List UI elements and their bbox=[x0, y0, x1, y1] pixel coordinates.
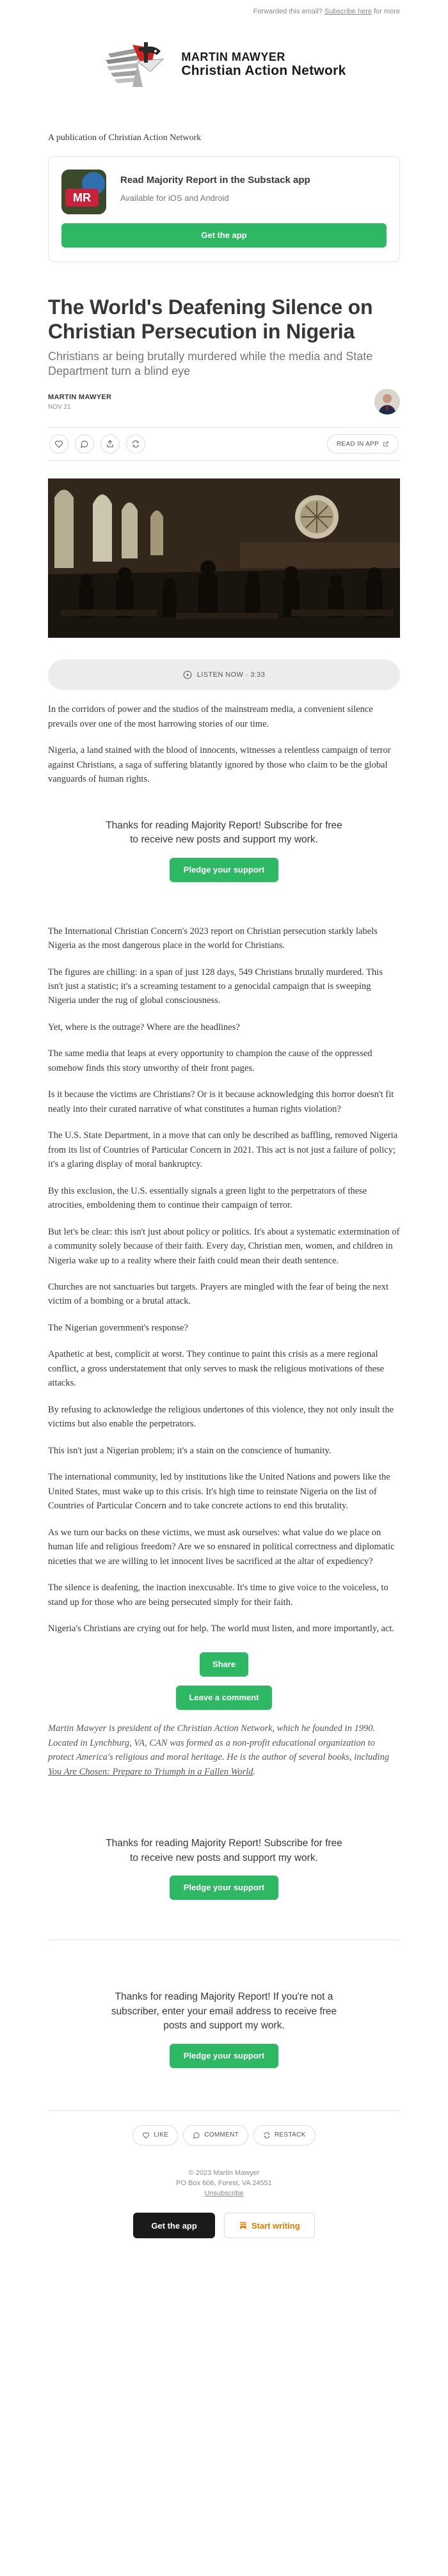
subscribe-cta-bottom bbox=[48, 1837, 400, 1900]
post-title[interactable]: The World's Deafening Silence on Christian Persecution in Nigeria bbox=[48, 296, 373, 343]
footer-restack-button[interactable]: RESTACK bbox=[253, 2125, 316, 2145]
article-body-intro bbox=[48, 702, 400, 786]
paragraph: Yet, where is the outrage? Where are the headlines? bbox=[48, 1022, 240, 1032]
publication-logo[interactable] bbox=[0, 23, 448, 106]
pledge-support-button[interactable]: Pledge your support bbox=[170, 858, 278, 882]
paragraph: The silence is deafening, the inaction inexcusable. It's time to give voice to the voiceless, to stand up for those who are being persecuted simply for their faith. bbox=[48, 1583, 388, 1608]
subscribe-cta-text: Thanks for reading Majority Report! Subscribe for free to receive new posts and support my work. bbox=[106, 1838, 342, 1863]
share-button[interactable] bbox=[100, 434, 120, 454]
paragraph: The international community, led by institutions like the United Nations and powers like the United States, must wake up to this crisis. It's high time to reinstate Nigeria on the list of Countries of Particular Concern and to take concrete actions to end this brutality. bbox=[48, 1472, 390, 1512]
footer-comment-button[interactable]: COMMENT bbox=[183, 2125, 248, 2145]
like-button[interactable] bbox=[49, 434, 68, 454]
article-body-main bbox=[48, 924, 400, 1636]
author-name[interactable]: MARTIN MAWYER bbox=[48, 393, 112, 401]
eagle-cross-logo-icon bbox=[102, 29, 172, 100]
paragraph: In the corridors of power and the studios of the mainstream media, a convenient silence prevails over one of the most harrowing stories of our time. bbox=[48, 704, 373, 729]
logo-wordmark: MARTIN MAWYER Christian Action Network bbox=[181, 50, 346, 79]
author-bio: Martin Mawyer is president of the Christian Action Network, which he founded in 1990. Located in Lynchburg, VA, CAN was formed as a non-profit educational organization to protect America's religious and moral heritage. He is the author of several books, including You Are Chosen: Prepare to Triumph in a Fallen World. bbox=[48, 1723, 389, 1777]
post-action-bar bbox=[48, 427, 400, 461]
restack-icon bbox=[131, 439, 140, 448]
mailing-address: PO Box 606, Forest, VA 24551 bbox=[176, 2179, 272, 2187]
leave-comment-button[interactable]: Leave a comment bbox=[176, 1686, 271, 1710]
paragraph: Nigeria's Christians are crying out for help. The world must listen, and more importantly, act. bbox=[48, 1623, 395, 1634]
svg-text:MR: MR bbox=[73, 191, 91, 204]
subscribe-here-link[interactable]: Subscribe here bbox=[324, 8, 372, 15]
post-date: NOV 21 bbox=[48, 403, 71, 411]
paragraph: The International Christian Concern's 2023 report on Christian persecution starkly labels Nigeria as the most dangerous place in the world for Christians. bbox=[48, 926, 378, 951]
post-byline bbox=[48, 389, 400, 415]
paragraph: Churches are not sanctuaries but targets. Prayers are mingled with the fear of being the next victim of a bombing or a brutal attack. bbox=[48, 1282, 389, 1307]
paragraph: The figures are chilling: in a span of just 128 days, 549 Christians brutally murdered. This isn't just a statistic; it's a screaming testament to a genocidal campaign that is sweeping Nigeria under the rug of global consciousness. bbox=[48, 967, 383, 1006]
app-promo-title: Read Majority Report in the Substack app bbox=[120, 175, 310, 186]
post-subtitle: Christians ar being brutally murdered while the media and State Department turn a blind eye bbox=[48, 349, 373, 377]
pledge-support-button[interactable]: Pledge your support bbox=[170, 2044, 278, 2068]
share-area bbox=[48, 1652, 400, 1710]
unsubscribe-link[interactable]: Unsubscribe bbox=[204, 2189, 244, 2197]
pledge-support-button[interactable]: Pledge your support bbox=[170, 1876, 278, 1900]
restack-icon bbox=[263, 2131, 271, 2139]
restack-button[interactable] bbox=[126, 434, 145, 454]
app-promo-subtitle: Available for iOS and Android bbox=[120, 193, 229, 203]
subscribe-cta bbox=[48, 819, 400, 882]
paragraph: As we turn our backs on these victims, we must ask ourselves: what value do we place on human life and religious freedom? Are we so ensnared in political correctness and diplomatic niceties that we are willing to let innocent lives be sacrificed at the altar of expediency? bbox=[48, 1527, 395, 1567]
share-icon bbox=[106, 439, 115, 448]
subscribe-cta-text: Thanks for reading Majority Report! Subscribe for free to receive new posts and support my work. bbox=[106, 819, 342, 846]
comment-button[interactable] bbox=[75, 434, 94, 454]
heart-icon bbox=[142, 2131, 150, 2139]
paragraph: Is it because the victims are Christians? Or is it because acknowledging this horror doesn't fit neatly into their curated narrative of what constitutes a human rights violation? bbox=[48, 1089, 394, 1114]
external-link-icon bbox=[383, 441, 389, 447]
forwarded-notice: Forwarded this email? Subscribe here for more bbox=[253, 8, 400, 15]
listen-now-button[interactable]: LISTEN NOW · 3:33 bbox=[48, 660, 400, 690]
paragraph: This isn't just a Nigerian problem; it's a stain on the conscience of humanity. bbox=[48, 1445, 332, 1456]
section-divider bbox=[48, 2110, 400, 2111]
heart-icon bbox=[54, 439, 63, 448]
paragraph: Apathetic at best, complicit at worst. They continue to paint this crisis as a mere regional conflict, a gross understatement that only serves to mask the religious motivations of these attacks. bbox=[48, 1349, 385, 1389]
paragraph: By this exclusion, the U.S. essentially signals a green light to the perpetrators of these atrocities, emboldening them to continue their campaign of terror. bbox=[48, 1185, 367, 1211]
share-post-button[interactable]: Share bbox=[200, 1652, 248, 1677]
start-writing-button[interactable]: Start writing bbox=[224, 2213, 315, 2238]
app-promo-card bbox=[48, 156, 400, 262]
footer-like-button[interactable]: LIKE bbox=[132, 2125, 178, 2145]
paragraph: Nigeria, a land stained with the blood of innocents, witnesses a relentless campaign of terror against Christians, a saga of suffering blatantly ignored by those who claim to be the global vanguards of human rights. bbox=[48, 745, 391, 785]
copyright-text: © 2023 Martin Mawyer bbox=[188, 2169, 260, 2177]
substack-logo-icon bbox=[239, 2221, 248, 2230]
paragraph: The same media that leaps at every opportunity to champion the cause of the oppressed somehow finds this story unworthy of their front pages. bbox=[48, 1048, 372, 1073]
footer-get-app-button[interactable]: Get the app bbox=[133, 2213, 215, 2238]
comment-bubble-icon bbox=[80, 439, 89, 448]
paragraph: By refusing to acknowledge the religious undertones of this violence, they not only insult the victims but also enable the perpetrators. bbox=[48, 1404, 394, 1430]
paragraph: The Nigerian government's response? bbox=[48, 1322, 188, 1333]
book-title-link[interactable]: You Are Chosen: Prepare to Triumph in a Fallen World bbox=[48, 1766, 253, 1777]
footer-info bbox=[48, 2169, 400, 2199]
paragraph: But let's be clear: this isn't just about policy or politics. It's about a systematic extermination of a community solely because of their faith. Every day, Christian men, women, and children in Nigeria wake up to a reality where their faith could mean their death sentence. bbox=[48, 1226, 400, 1266]
read-in-app-button[interactable]: READ IN APP bbox=[327, 434, 399, 454]
play-icon bbox=[183, 670, 192, 679]
email-subscribe-cta bbox=[48, 1990, 400, 2067]
author-avatar[interactable] bbox=[374, 389, 400, 415]
majority-report-app-icon bbox=[61, 170, 106, 214]
footer-actions bbox=[48, 2125, 400, 2145]
get-the-app-button[interactable]: Get the app bbox=[61, 223, 387, 248]
email-cta-text: Thanks for reading Majority Report! If you're not a subscriber, enter your email address to receive free posts and support my work. bbox=[111, 1991, 337, 2032]
comment-bubble-icon bbox=[193, 2131, 200, 2139]
publication-tagline: A publication of Christian Action Network bbox=[48, 133, 202, 143]
hero-image-church-attack[interactable] bbox=[48, 478, 400, 638]
paragraph: The U.S. State Department, in a move that can only be described as baffling, removed Nigeria from its list of Countries of Particular Concern in 2021. This act is not just a failure of policy; it's a glaring display of moral bankruptcy. bbox=[48, 1130, 398, 1170]
footer-cta-buttons bbox=[48, 2213, 400, 2238]
